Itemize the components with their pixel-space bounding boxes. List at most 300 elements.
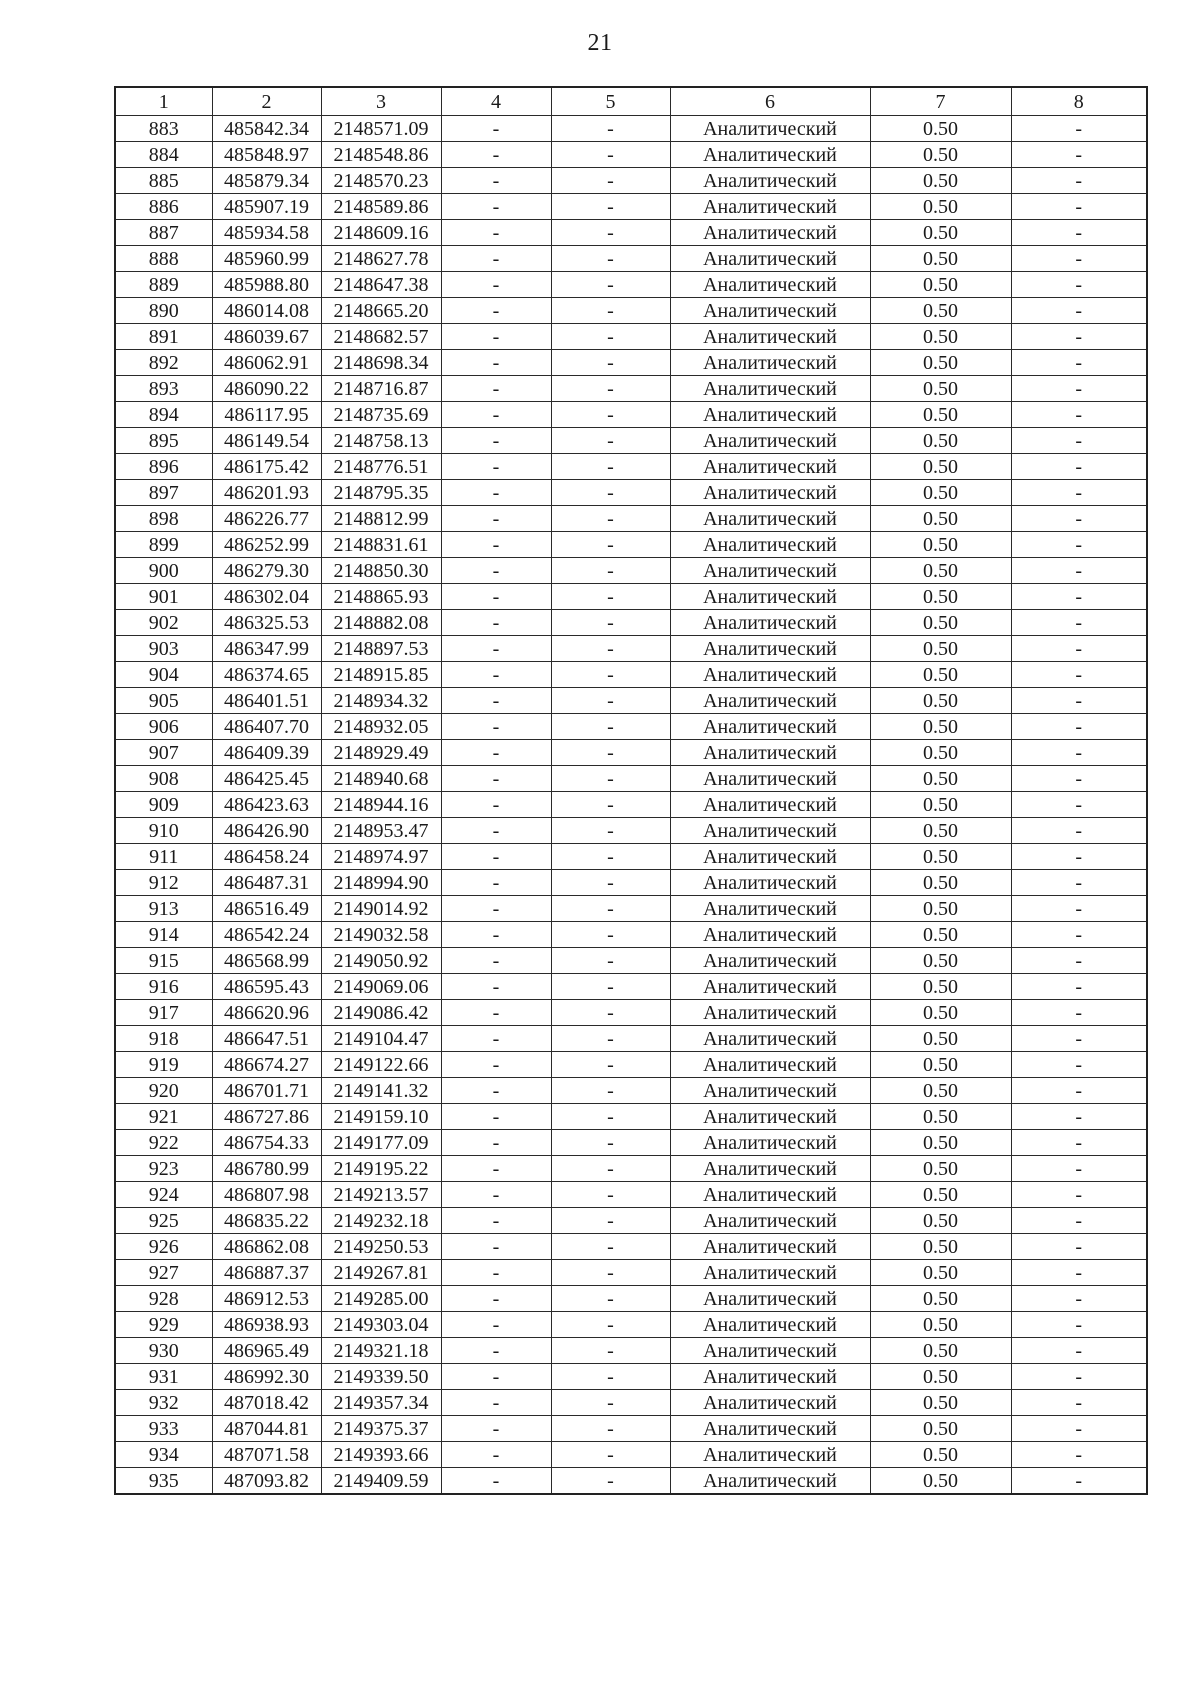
cell-error: 0.50 [870,1156,1011,1182]
cell-error: 0.50 [870,194,1011,220]
cell-point-number: 931 [115,1364,212,1390]
cell-col-4: - [441,870,551,896]
cell-coord-x: 486226.77 [212,506,321,532]
cell-point-number: 893 [115,376,212,402]
cell-col-4: - [441,896,551,922]
cell-col-5: - [551,1182,670,1208]
cell-error: 0.50 [870,714,1011,740]
cell-error: 0.50 [870,1208,1011,1234]
cell-col-4: - [441,1234,551,1260]
cell-col-5: - [551,636,670,662]
cell-col-5: - [551,428,670,454]
cell-col-5: - [551,1156,670,1182]
cell-error: 0.50 [870,922,1011,948]
cell-col-5: - [551,402,670,428]
cell-error: 0.50 [870,506,1011,532]
cell-col-4: - [441,662,551,688]
cell-error: 0.50 [870,818,1011,844]
cell-col-5: - [551,246,670,272]
cell-coord-x: 487093.82 [212,1468,321,1495]
cell-coord-y: 2148682.57 [321,324,441,350]
cell-error: 0.50 [870,636,1011,662]
cell-col-5: - [551,844,670,870]
cell-col-8: - [1011,584,1147,610]
cell-error: 0.50 [870,1104,1011,1130]
cell-coord-x: 486407.70 [212,714,321,740]
cell-point-number: 894 [115,402,212,428]
cell-coord-y: 2149195.22 [321,1156,441,1182]
cell-col-8: - [1011,142,1147,168]
cell-col-5: - [551,584,670,610]
cell-error: 0.50 [870,1078,1011,1104]
cell-method: Аналитический [670,636,870,662]
cell-method: Аналитический [670,1260,870,1286]
cell-coord-x: 486423.63 [212,792,321,818]
cell-method: Аналитический [670,1234,870,1260]
cell-col-4: - [441,1390,551,1416]
cell-point-number: 884 [115,142,212,168]
cell-col-4: - [441,194,551,220]
cell-col-8: - [1011,922,1147,948]
cell-col-5: - [551,558,670,584]
cell-method: Аналитический [670,974,870,1000]
cell-col-5: - [551,974,670,1000]
cell-error: 0.50 [870,402,1011,428]
cell-col-8: - [1011,688,1147,714]
cell-col-8: - [1011,558,1147,584]
cell-col-5: - [551,506,670,532]
cell-col-5: - [551,1026,670,1052]
cell-method: Аналитический [670,454,870,480]
cell-coord-y: 2148932.05 [321,714,441,740]
cell-col-5: - [551,1052,670,1078]
cell-error: 0.50 [870,844,1011,870]
cell-col-5: - [551,1468,670,1495]
cell-point-number: 923 [115,1156,212,1182]
cell-col-5: - [551,1364,670,1390]
cell-error: 0.50 [870,662,1011,688]
cell-error: 0.50 [870,584,1011,610]
cell-error: 0.50 [870,792,1011,818]
cell-col-4: - [441,792,551,818]
cell-error: 0.50 [870,974,1011,1000]
cell-coord-x: 486754.33 [212,1130,321,1156]
cell-method: Аналитический [670,376,870,402]
table-row [115,844,1147,870]
cell-coord-y: 2148934.32 [321,688,441,714]
cell-coord-y: 2149122.66 [321,1052,441,1078]
cell-coord-y: 2148897.53 [321,636,441,662]
cell-method: Аналитический [670,1468,870,1495]
cell-point-number: 888 [115,246,212,272]
cell-coord-y: 2149321.18 [321,1338,441,1364]
cell-col-4: - [441,272,551,298]
cell-coord-y: 2149285.00 [321,1286,441,1312]
cell-col-4: - [441,1078,551,1104]
table-body [115,116,1147,1495]
cell-col-4: - [441,350,551,376]
cell-error: 0.50 [870,1182,1011,1208]
cell-coord-y: 2149409.59 [321,1468,441,1495]
cell-col-4: - [441,1182,551,1208]
cell-col-8: - [1011,1338,1147,1364]
cell-coord-x: 486325.53 [212,610,321,636]
cell-coord-y: 2149213.57 [321,1182,441,1208]
cell-col-4: - [441,246,551,272]
cell-coord-x: 486374.65 [212,662,321,688]
cell-coord-x: 485907.19 [212,194,321,220]
table-row [115,506,1147,532]
cell-col-4: - [441,1000,551,1026]
cell-coord-y: 2149267.81 [321,1260,441,1286]
cell-point-number: 898 [115,506,212,532]
cell-error: 0.50 [870,1000,1011,1026]
cell-method: Аналитический [670,662,870,688]
cell-coord-x: 486542.24 [212,922,321,948]
cell-coord-x: 486912.53 [212,1286,321,1312]
cell-coord-x: 485988.80 [212,272,321,298]
cell-method: Аналитический [670,1130,870,1156]
cell-col-5: - [551,662,670,688]
cell-col-5: - [551,142,670,168]
cell-coord-x: 485960.99 [212,246,321,272]
cell-col-4: - [441,740,551,766]
table-row [115,376,1147,402]
cell-coord-x: 486938.93 [212,1312,321,1338]
cell-coord-y: 2149357.34 [321,1390,441,1416]
cell-col-5: - [551,792,670,818]
cell-col-5: - [551,1338,670,1364]
cell-error: 0.50 [870,1416,1011,1442]
table-row [115,1234,1147,1260]
table-row [115,454,1147,480]
cell-col-4: - [441,532,551,558]
table-row [115,662,1147,688]
cell-col-4: - [441,1312,551,1338]
cell-coord-x: 486039.67 [212,324,321,350]
cell-error: 0.50 [870,532,1011,558]
cell-col-8: - [1011,324,1147,350]
cell-coord-x: 486992.30 [212,1364,321,1390]
cell-point-number: 917 [115,1000,212,1026]
cell-col-8: - [1011,1026,1147,1052]
cell-col-5: - [551,376,670,402]
cell-coord-x: 486727.86 [212,1104,321,1130]
cell-col-4: - [441,1416,551,1442]
cell-col-5: - [551,1208,670,1234]
cell-coord-y: 2148940.68 [321,766,441,792]
cell-method: Аналитический [670,1338,870,1364]
cell-col-8: - [1011,948,1147,974]
cell-coord-x: 486302.04 [212,584,321,610]
cell-error: 0.50 [870,766,1011,792]
cell-coord-x: 485934.58 [212,220,321,246]
cell-coord-y: 2148609.16 [321,220,441,246]
cell-coord-y: 2148570.23 [321,168,441,194]
cell-col-8: - [1011,220,1147,246]
cell-point-number: 897 [115,480,212,506]
cell-col-5: - [551,688,670,714]
cell-coord-y: 2148974.97 [321,844,441,870]
cell-method: Аналитический [670,870,870,896]
header-cell-col-8: 8 [1011,87,1147,116]
cell-coord-y: 2149232.18 [321,1208,441,1234]
table-row [115,714,1147,740]
cell-error: 0.50 [870,142,1011,168]
cell-col-8: - [1011,870,1147,896]
cell-col-8: - [1011,636,1147,662]
cell-col-8: - [1011,740,1147,766]
cell-col-8: - [1011,298,1147,324]
cell-coord-y: 2148865.93 [321,584,441,610]
table-row [115,1026,1147,1052]
cell-coord-x: 486862.08 [212,1234,321,1260]
cell-method: Аналитический [670,194,870,220]
cell-error: 0.50 [870,1052,1011,1078]
page-number: 21 [587,30,613,56]
cell-method: Аналитический [670,402,870,428]
cell-method: Аналитический [670,818,870,844]
cell-col-5: - [551,1416,670,1442]
cell-coord-y: 2149141.32 [321,1078,441,1104]
cell-point-number: 899 [115,532,212,558]
table-row [115,1052,1147,1078]
cell-col-4: - [441,1026,551,1052]
cell-point-number: 890 [115,298,212,324]
cell-coord-x: 485848.97 [212,142,321,168]
cell-error: 0.50 [870,220,1011,246]
cell-point-number: 915 [115,948,212,974]
cell-coord-y: 2149014.92 [321,896,441,922]
cell-method: Аналитический [670,948,870,974]
cell-error: 0.50 [870,948,1011,974]
table-row [115,1442,1147,1468]
table-row [115,116,1147,142]
cell-col-8: - [1011,532,1147,558]
cell-point-number: 883 [115,116,212,142]
cell-col-8: - [1011,116,1147,142]
cell-coord-y: 2148994.90 [321,870,441,896]
cell-error: 0.50 [870,324,1011,350]
cell-col-4: - [441,1286,551,1312]
cell-coord-y: 2149375.37 [321,1416,441,1442]
cell-point-number: 929 [115,1312,212,1338]
cell-col-4: - [441,116,551,142]
table-row [115,1286,1147,1312]
cell-point-number: 885 [115,168,212,194]
cell-method: Аналитический [670,1208,870,1234]
cell-col-4: - [441,1260,551,1286]
table-row [115,740,1147,766]
cell-col-5: - [551,1078,670,1104]
cell-col-8: - [1011,1364,1147,1390]
cell-coord-y: 2148647.38 [321,272,441,298]
cell-coord-x: 485879.34 [212,168,321,194]
table-row [115,246,1147,272]
header-cell-coord-y: 3 [321,87,441,116]
header-cell-col-4: 4 [441,87,551,116]
cell-col-5: - [551,1130,670,1156]
cell-method: Аналитический [670,1104,870,1130]
cell-error: 0.50 [870,1130,1011,1156]
header-cell-error: 7 [870,87,1011,116]
cell-col-5: - [551,766,670,792]
cell-method: Аналитический [670,1182,870,1208]
cell-point-number: 907 [115,740,212,766]
cell-col-5: - [551,948,670,974]
cell-error: 0.50 [870,1260,1011,1286]
cell-col-5: - [551,480,670,506]
cell-method: Аналитический [670,272,870,298]
cell-coord-y: 2148795.35 [321,480,441,506]
cell-coord-y: 2148929.49 [321,740,441,766]
table-row [115,272,1147,298]
cell-method: Аналитический [670,168,870,194]
cell-col-4: - [441,402,551,428]
cell-col-4: - [441,1364,551,1390]
cell-method: Аналитический [670,532,870,558]
cell-method: Аналитический [670,506,870,532]
cell-col-4: - [441,454,551,480]
cell-col-5: - [551,324,670,350]
cell-col-8: - [1011,194,1147,220]
table-row [115,324,1147,350]
cell-point-number: 889 [115,272,212,298]
cell-point-number: 892 [115,350,212,376]
cell-col-4: - [441,1130,551,1156]
cell-coord-y: 2148915.85 [321,662,441,688]
cell-col-4: - [441,688,551,714]
cell-point-number: 918 [115,1026,212,1052]
cell-error: 0.50 [870,870,1011,896]
cell-method: Аналитический [670,298,870,324]
cell-point-number: 910 [115,818,212,844]
cell-error: 0.50 [870,740,1011,766]
cell-col-8: - [1011,1156,1147,1182]
cell-coord-x: 486595.43 [212,974,321,1000]
cell-coord-y: 2148627.78 [321,246,441,272]
cell-coord-y: 2148548.86 [321,142,441,168]
cell-method: Аналитический [670,1442,870,1468]
cell-coord-y: 2149104.47 [321,1026,441,1052]
cell-coord-x: 486965.49 [212,1338,321,1364]
cell-coord-y: 2149069.06 [321,974,441,1000]
cell-col-5: - [551,1260,670,1286]
cell-coord-y: 2148882.08 [321,610,441,636]
cell-method: Аналитический [670,220,870,246]
cell-error: 0.50 [870,376,1011,402]
cell-coord-y: 2148831.61 [321,532,441,558]
cell-col-8: - [1011,1182,1147,1208]
cell-col-4: - [441,428,551,454]
cell-method: Аналитический [670,324,870,350]
table-row [115,480,1147,506]
cell-coord-x: 486347.99 [212,636,321,662]
table-row [115,974,1147,1000]
cell-col-4: - [441,1052,551,1078]
cell-col-4: - [441,1104,551,1130]
cell-col-5: - [551,116,670,142]
cell-point-number: 904 [115,662,212,688]
cell-col-8: - [1011,1000,1147,1026]
cell-method: Аналитический [670,142,870,168]
cell-col-5: - [551,194,670,220]
cell-col-5: - [551,1234,670,1260]
cell-error: 0.50 [870,1338,1011,1364]
cell-col-4: - [441,636,551,662]
cell-coord-y: 2149250.53 [321,1234,441,1260]
cell-method: Аналитический [670,1286,870,1312]
cell-coord-x: 486062.91 [212,350,321,376]
table-row [115,688,1147,714]
cell-col-8: - [1011,844,1147,870]
cell-col-5: - [551,1000,670,1026]
cell-point-number: 896 [115,454,212,480]
cell-coord-x: 486425.45 [212,766,321,792]
cell-coord-x: 486279.30 [212,558,321,584]
cell-coord-x: 486807.98 [212,1182,321,1208]
cell-col-5: - [551,922,670,948]
table-row [115,1078,1147,1104]
cell-col-8: - [1011,1078,1147,1104]
cell-col-8: - [1011,818,1147,844]
cell-col-8: - [1011,428,1147,454]
cell-col-8: - [1011,1312,1147,1338]
cell-method: Аналитический [670,116,870,142]
cell-col-8: - [1011,1286,1147,1312]
cell-point-number: 911 [115,844,212,870]
cell-coord-x: 486175.42 [212,454,321,480]
cell-coord-x: 486117.95 [212,402,321,428]
cell-error: 0.50 [870,246,1011,272]
cell-point-number: 924 [115,1182,212,1208]
table-row [115,896,1147,922]
cell-coord-x: 486401.51 [212,688,321,714]
cell-coord-y: 2149032.58 [321,922,441,948]
header-cell-coord-x: 2 [212,87,321,116]
cell-error: 0.50 [870,298,1011,324]
cell-col-5: - [551,714,670,740]
table-row [115,1182,1147,1208]
cell-coord-y: 2149086.42 [321,1000,441,1026]
header-cell-method: 6 [670,87,870,116]
cell-method: Аналитический [670,350,870,376]
cell-point-number: 919 [115,1052,212,1078]
cell-col-4: - [441,142,551,168]
cell-method: Аналитический [670,1390,870,1416]
cell-method: Аналитический [670,480,870,506]
cell-error: 0.50 [870,272,1011,298]
cell-point-number: 932 [115,1390,212,1416]
cell-col-5: - [551,1286,670,1312]
cell-error: 0.50 [870,558,1011,584]
cell-col-4: - [441,818,551,844]
cell-point-number: 925 [115,1208,212,1234]
table-row [115,1468,1147,1495]
cell-coord-x: 486458.24 [212,844,321,870]
cell-col-8: - [1011,662,1147,688]
cell-col-4: - [441,844,551,870]
cell-coord-y: 2148665.20 [321,298,441,324]
cell-point-number: 913 [115,896,212,922]
cell-coord-x: 486835.22 [212,1208,321,1234]
cell-col-8: - [1011,974,1147,1000]
cell-col-5: - [551,272,670,298]
table-row [115,142,1147,168]
cell-coord-x: 486487.31 [212,870,321,896]
header-cell-col-5: 5 [551,87,670,116]
coordinates-table [114,86,1148,1495]
